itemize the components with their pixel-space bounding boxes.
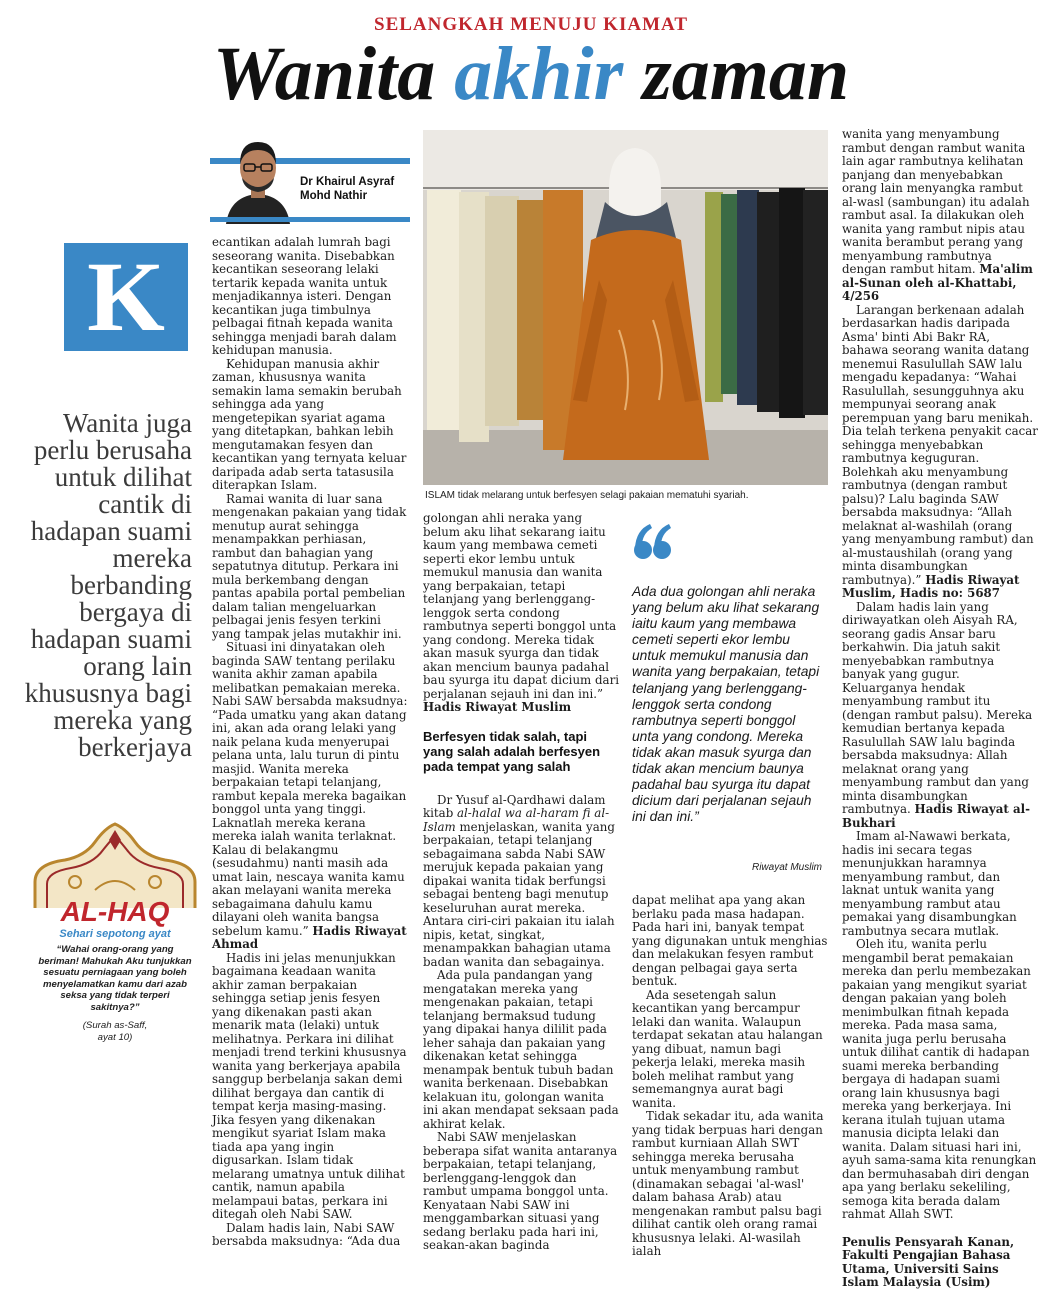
headline-accent: akhir xyxy=(454,32,624,116)
col3-paragraph-1: dapat melihat apa yang akan berlaku pada masa hadapan. Pada hari ini, banyak tempat yang digunakan untuk menghias dan melakukan fesyen rambut dengan pelbagai gaya serta bentuk. xyxy=(632,893,828,988)
col4-p3-text: Dalam hadis lain yang diriwayatkan oleh Aisyah RA, seorang gadis Ansar baru berkahwin. Dia jatuh sakit menyebabkan rambutnya banyak yang gugur. Keluarganya hendak menyambung rambut itu (dengan rambut palsu). Mereka kemudian bertanya kepada Rasulullah SAW lalu baginda bersabda maksudnya: Allah melaknat orang yang menyambung rambut dan yang minta disambungkan rambutnya. xyxy=(842,599,1033,816)
article-photo xyxy=(423,130,828,485)
col3-paragraph-3: Tidak sekadar itu, ada wanita yang tidak berpuas hari dengan rambut kurniaan Allah SWT sehingga mereka berusaha untuk menyambung rambut (dinamakan sebagai 'al-wasl' dalam bahasa Arab) atau mengenakan rambut palsu bagi dilihat cantik oleh orang ramai khususnya lelaki. Al-wasilah ialah xyxy=(632,1109,824,1258)
col2-paragraph-3: Ada pula pandangan yang mengatakan mereka yang mengenakan pakaian, tetapi telanjang bermaksud tudung yang dipakai hanya dililit pada leher sahaja dan pakaian yang dikenakan ketat sehingga menampak bentuk tubuh badan wanita berkenaan. Disebabkan kelakuan itu, golongan wanita ini akan mendapat seksaan pada akhirat kelak. xyxy=(423,968,619,1131)
col2-p2-a: Dr Yusuf al-Qardhawi dalam kitab xyxy=(423,792,606,820)
headline xyxy=(0,32,1062,116)
col4-footer-text: Penulis Pensyarah Kanan, Fakulti Pengajian Bahasa Utama, Universiti Sains Islam Malaysia (Usim) xyxy=(842,1234,1015,1289)
al-haq-title: AL-HAQ xyxy=(60,896,170,927)
col2-paragraph-1 xyxy=(423,512,619,715)
col4-paragraph-2 xyxy=(842,304,1038,601)
col4-paragraph-3 xyxy=(842,601,1038,831)
col4-p1-source: Ma'alim al-Sunan oleh al-Khattabi, 4/256 xyxy=(842,262,1033,303)
author-name-line2: Mohd Nathir xyxy=(300,190,368,202)
col3-paragraph-2: Ada sesetengah salun kecantikan yang bercampur lelaki dan wanita. Walaupun terdapat sekatan atau halangan yang dibuat, namun bagi pekerja lelaki, mereka masih boleh melihat rambut yang sememangnya aurat bagi wanita. xyxy=(632,987,823,1110)
al-haq-reference xyxy=(36,1020,194,1043)
column-2 xyxy=(423,512,619,1253)
col4-paragraph-4: Imam al-Nawawi berkata, hadis ini secara tegas menunjukkan haramnya menyambung rambut, dan laknat untuk wanita yang menyambung rambut atau pemakai yang disambungkan rambutnya secara mutlak. xyxy=(842,829,1017,938)
kicker: SELANGKAH MENUJU KIAMAT xyxy=(374,14,688,35)
col4-footer xyxy=(842,1236,1038,1290)
author-photo xyxy=(222,134,294,224)
col4-paragraph-1 xyxy=(842,128,1038,304)
drop-cap: K xyxy=(64,243,188,351)
al-haq-subtitle: Sehari sepotong ayat xyxy=(59,928,171,940)
al-haq-verse: “Wahai orang-orang yang beriman! Mahukah Aku tunjukkan sesuatu perniagaan yang boleh menyelamatkan kamu dari azab seksa yang tidak terperi sakitnya?” xyxy=(38,944,192,1013)
al-haq-ref-line2: ayat 10) xyxy=(97,1031,133,1043)
col1-paragraph-5: Hadis ini jelas menunjukkan bagaimana keadaan wanita akhir zaman berpakaian sehingga setiap jenis fesyen yang dikenakan pasti akan menarik mata (lelaki) untuk melihatnya. Perkara ini dilihat menjadi trend terkini khususnya wanita yang berkerjaya apabila sanggup berbelanja sakan demi dilihat bergaya dan cantik di tempat kerja masing-masing. Jika fesyen yang dikenakan mengikut syariat Islam maka tiada apa yang ingin digusarkan. Islam tidak melarang umatnya untuk dilihat cantik, namun apabila melampaui batas, perkara ini ditegah oleh Nabi SAW. xyxy=(212,950,407,1221)
col1-p4-source: Hadis Riwayat Ahmad xyxy=(212,923,407,951)
quote-source: Riwayat Muslim xyxy=(751,862,822,873)
col2-paragraph-2 xyxy=(423,794,619,970)
col4-p2-source: Hadis Riwayat Muslim, Hadis no: 5687 xyxy=(842,572,1020,600)
pull-quote: Wanita juga perlu berusaha untuk dilihat cantik di hadapan suami mereka berbanding bergaya di hadapan suami orang lain khususnya bagi mereka yang berkerjaya xyxy=(24,408,192,762)
headline-part2: zaman xyxy=(623,32,850,116)
col1-paragraph-3: Ramai wanita di luar sana mengenakan pakaian yang tidak menutup aurat sehingga menampakkan perhiasan, rambut dan bahagian yang sepatutnya ditutup. Perkara ini mula berkembang dengan pantas apabila portal pembelian dalam talian mengeluarkan pelbagai jenis fesyen terkini yang tampak jelas mutakhir ini. xyxy=(212,491,407,641)
col4-paragraph-5: Oleh itu, wanita perlu mengambil berat pemakaian mereka dan perlu membezakan pakaian yang mengikut syariat dengan pakaian yang boleh menimbulkan fitnah kepada mereka. Pada masa sama, wanita juga perlu berusaha untuk dilihat cantik di hadapan suami mereka berbanding bergaya di hadapan suami orang lain khususnya bagi mereka yang berkerjaya. Ini kerana itulah tujuan utama manusia dicipta lelaki dan wanita. Dalam situasi hari ini, ayuh sama-sama kita renungkan dan bermuhasabah diri dengan apa yang berlaku sekeliling, semoga kita berada dalam rahmat Allah SWT. xyxy=(842,937,1037,1221)
col1-paragraph-1: ecantikan adalah lumrah bagi seseorang wanita. Disebabkan kecantikan seseorang lelaki tertarik kepada wanita untuk menjadikannya isteri. Dengan kecantikan juga timbulnya pelbagai fitnah kepada wanita sehingga menjadi barah dalam kehidupan manusia. xyxy=(212,235,397,357)
al-haq-ref-line1: (Surah as-Saff, xyxy=(82,1020,148,1031)
col2-p2-italic: al-halal wa al-haram fi al-Islam xyxy=(423,806,610,834)
col4-p3-source: Hadis Riwayat al-Bukhari xyxy=(842,802,1030,830)
col2-paragraph-4: Nabi SAW menjelaskan beberapa sifat wanita antaranya berpakaian, tetapi telanjang, berlenggang-lenggok dan rambut umpama bonggol unta. Kenyataan Nabi SAW ini menggambarkan situasi yang sedang berlaku pada hari ini, seakan-akan baginda xyxy=(423,1130,618,1252)
column-1 xyxy=(212,236,408,1249)
author-name-line1: Dr Khairul Asyraf xyxy=(300,176,395,188)
author-name xyxy=(300,175,420,203)
col4-p1-text: wanita yang menyambung rambut dengan rambut wanita lain agar rambutnya kelihatan panjang dan menyebabkan orang lain menyangka rambut al-wasl (sambungan) itu adalah rambut asal. Ia dilakukan oleh wanita yang rambut nipis atau wanita berambut perang yang menyambung rambutnya dengan rambut hitam. xyxy=(842,127,1030,276)
column-4 xyxy=(842,128,1038,1290)
quote-mark-icon xyxy=(632,520,672,564)
col1-paragraph-4 xyxy=(212,641,408,952)
col2-subhead: Berfesyen tidak salah, tapi yang salah adalah berfesyen pada tempat yang salah xyxy=(423,728,601,774)
author-bar-bottom xyxy=(210,217,410,222)
column-3 xyxy=(632,894,828,1259)
col2-p2-b: menjelaskan, wanita yang berpakaian, tetapi telanjang sebagaimana sabda Nabi SAW merujuk kepada pakaian yang dipakai wanita tidak berfungsi sebagai benteng bagi menutup keseluruhan aurat mereka. Antara ciri-ciri pakaian itu ialah nipis, ketat, singkat, menampakkan bahagian utama badan wanita dan sebagainya. xyxy=(423,819,615,969)
col2-p1-text: golongan ahli neraka yang belum aku lihat sekarang iaitu kaum yang membawa cemeti seperti ekor lembu untuk memukul manusia dan wanita yang berpakaian, tetapi telanjang yang berlenggang-lenggok serta condong rambutnya seperti bonggol unta yang condong. Mereka tidak akan masuk syurga dan tidak akan mencium baunya padahal bau syurga itu dapat dicium dari perjalanan sejauh ini dan ini.” xyxy=(423,511,619,701)
col4-p2-text: Larangan berkenaan adalah berdasarkan hadis daripada Asma' binti Abi Bakr RA, bahawa seorang wanita datang menemui Rasulullah SAW lalu mengadu kepadanya: “Wahai Rasulullah, sesungguhnya aku mempunyai seorang anak perempuan yang baru menikah. Dia telah terkena penyakit cacar sehingga menyebabkan rambutnya keguguran. Bolehkah aku menyambung rambutnya (dengan rambut palsu)? Lalu baginda SAW bersabda maksudnya: “Allah melaknat al-washilah (orang yang menyambung rambut) dan al-mustaushilah (orang yang minta disambungkan rambutnya).” xyxy=(842,302,1038,587)
col1-paragraph-2: Kehidupan manusia akhir zaman, khususnya wanita semakin lama semakin berubah sehingga ada yang mengetepikan syariat agama yang ditetapkan, bahkan lebih mengutamakan fesyen dan kecantikan yang ternyata keluar daripada adab serta tatasusila diterapkan Islam. xyxy=(212,356,407,492)
col1-p4-text: Situasi ini dinyatakan oleh baginda SAW tentang perilaku wanita akhir zaman apabila melibatkan pemakaian mereka. Nabi SAW bersabda maksudnya: “Pada umatku yang akan datang ini, akan ada orang lelaki yang naik pelana kuda menyerupai pelana unta, lalu turun di pintu masjid. Wanita mereka berpakaian tetapi telanjang, rambut kepala mereka bagaikan bonggol unta yang tinggi. Laknatlah mereka kerana mereka ialah wanita terlaknat. Kalau di belakangmu (sesudahmu) nanti masih ada umat lain, nescaya wanita kamu akan melayani wanita mereka sebagaimana dahulu kamu dilayani oleh wanita bangsa sebelum kamu.” xyxy=(212,640,408,938)
headline-part1: Wanita xyxy=(212,32,455,116)
col2-p1-source: Hadis Riwayat Muslim xyxy=(423,700,572,714)
quote-text: Ada dua golongan ahli neraka yang belum aku lihat sekarang iaitu kaum yang membawa cemeti seperti ekor lembu untuk memukul manusia dan wanita yang berpakaian, tetapi telanjang yang berlenggang-lenggok serta condong rambutnya seperti bonggol unta yang condong. Mereka tidak akan masuk syurga dan tidak akan mencium baunya padahal bau syurga itu dapat dicium dari perjalanan sejauh ini dan ini.” xyxy=(632,584,820,825)
photo-caption: ISLAM tidak melarang untuk berfesyen selagi pakaian mematuhi syariah. xyxy=(425,490,749,501)
col1-paragraph-6: Dalam hadis lain, Nabi SAW bersabda maksudnya: “Ada dua xyxy=(212,1220,401,1248)
